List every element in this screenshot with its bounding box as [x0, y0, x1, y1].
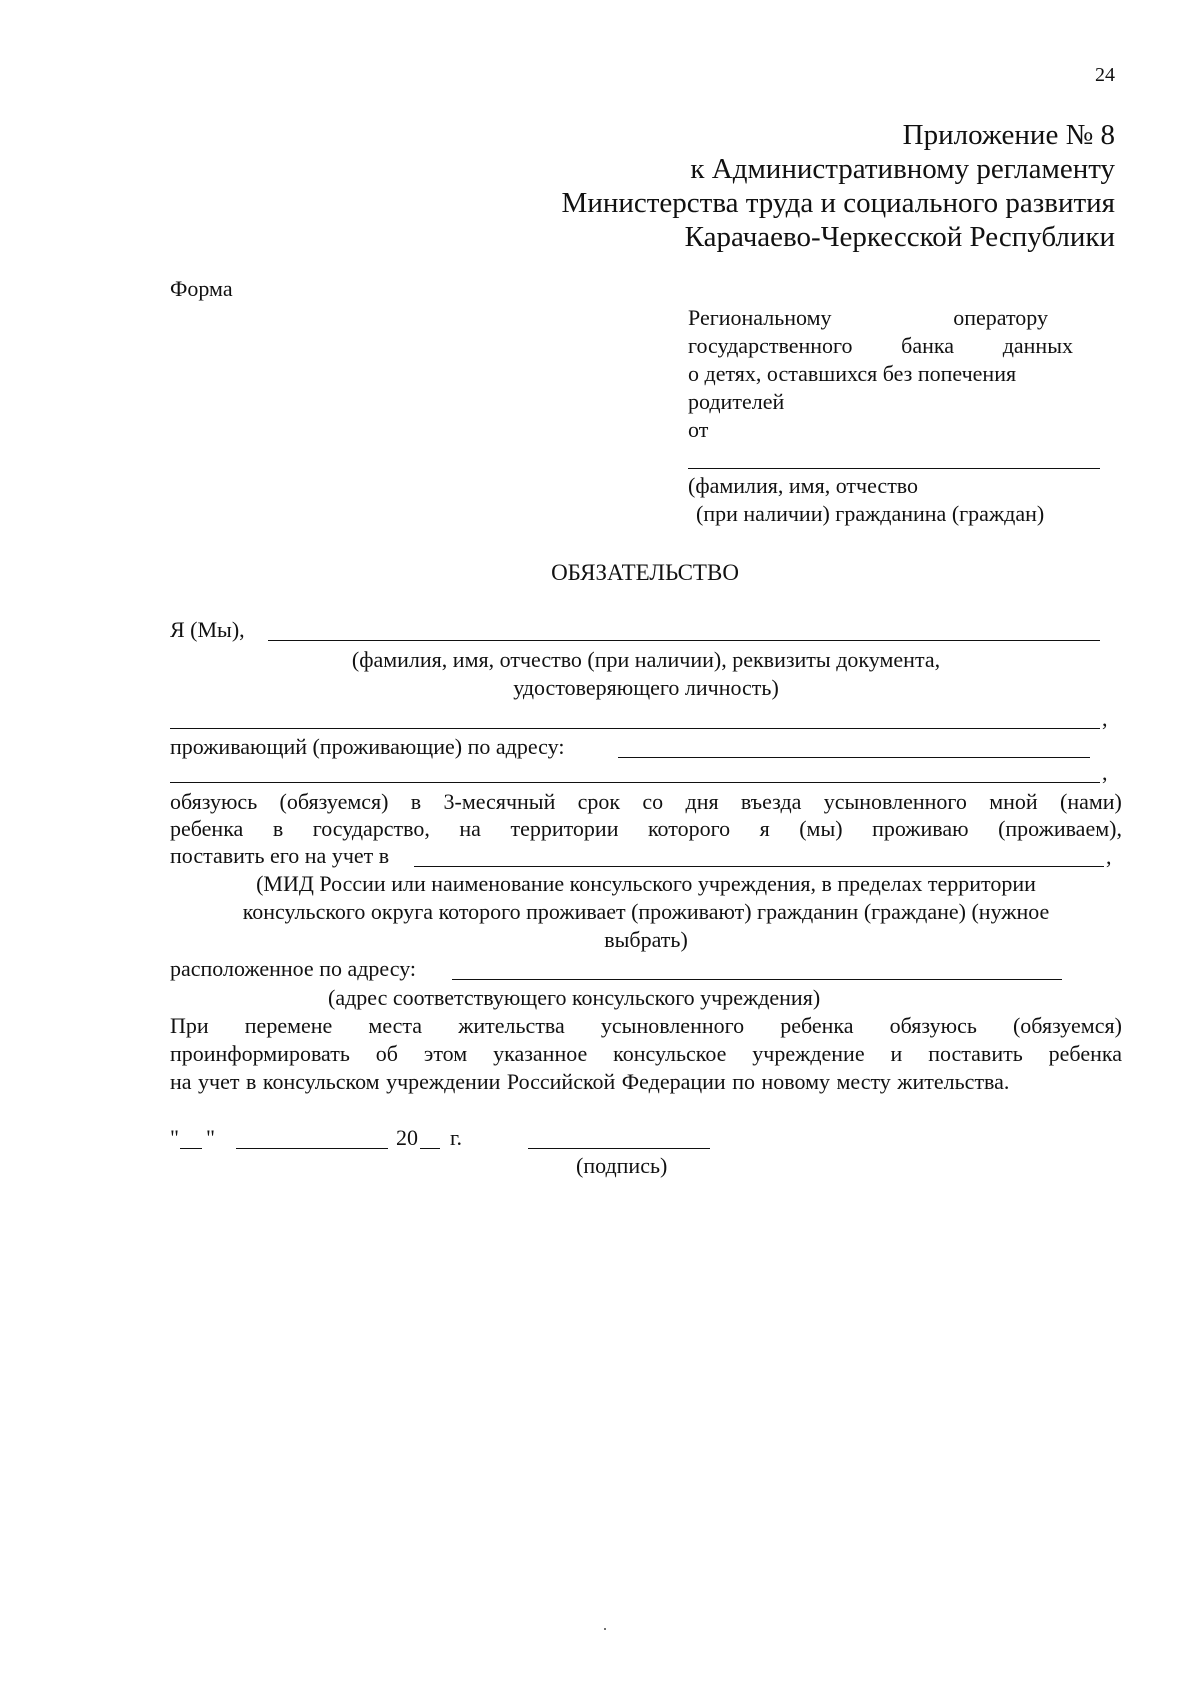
comma-1: ,	[1102, 706, 1108, 731]
year-field[interactable]	[420, 1148, 440, 1149]
month-field[interactable]	[236, 1148, 388, 1149]
applicant-name-caption-1: (фамилия, имя, отчество	[688, 473, 919, 498]
consulate-caption-1: (МИД России или наименование консульского учреждения, в пределах территории	[256, 871, 1036, 896]
addressee-line-2: государственного банка данных	[688, 333, 1073, 358]
addressee-line-4: родителей	[688, 389, 785, 414]
quote-close: "	[206, 1125, 215, 1150]
child-line: ребенка в государство, на территории которого я (мы) проживаю (проживаем),	[170, 816, 1122, 841]
appendix-republic: Карачаево-Черкесской Республики	[684, 221, 1115, 253]
consulate-caption-3: выбрать)	[604, 927, 688, 952]
consulate-address-field[interactable]	[452, 979, 1062, 980]
residing-label: проживающий (проживающие) по адресу:	[170, 734, 565, 759]
person-caption-1: (фамилия, имя, отчество (при наличии), реквизиты документа,	[351, 647, 941, 672]
person-name-field[interactable]	[268, 640, 1100, 641]
appendix-number: Приложение № 8	[902, 119, 1115, 151]
oblige-line: обязуюсь (обязуемся) в 3-месячный срок со дня въезда усыновленного мной (нами)	[170, 789, 1122, 814]
residence-address-field[interactable]	[618, 757, 1090, 758]
change-line: При перемене места жительства усыновленного ребенка обязуюсь (обязуемся)	[170, 1013, 1122, 1038]
addressee-block	[688, 304, 1078, 444]
applicant-name-field[interactable]	[688, 468, 1100, 469]
appendix-header	[562, 118, 1115, 254]
located-label: расположенное по адресу:	[170, 956, 417, 981]
applicant-name-caption-2: (при наличии) гражданина (граждан)	[696, 501, 1045, 526]
form-label: Форма	[170, 276, 233, 301]
day-field[interactable]	[180, 1148, 202, 1149]
consulate-caption-2: консульского округа которого проживает (проживают) гражданин (граждане) (нужное	[242, 899, 1050, 924]
addressee-line-1: Региональному оператору	[688, 305, 1048, 330]
signature-field[interactable]	[528, 1148, 710, 1149]
final-line: на учет в консульском учреждении Российской Федерации по новому месту жительства.	[170, 1069, 1010, 1094]
residence-address-field-2[interactable]	[170, 782, 1100, 783]
inform-line: проинформировать об этом указанное консульское учреждение и поставить ребенка	[170, 1041, 1122, 1066]
consulate-address-caption: (адрес соответствующего консульского учреждения)	[328, 985, 821, 1010]
comma-2: ,	[1102, 760, 1108, 785]
year-suffix: г.	[450, 1125, 463, 1150]
consulate-field[interactable]	[414, 866, 1104, 867]
scan-dot	[604, 1628, 606, 1630]
person-caption-2: удостоверяющего личность)	[513, 675, 779, 700]
appendix-ministry: Министерства труда и социального развития	[561, 187, 1115, 219]
quote-open: "	[170, 1125, 179, 1150]
i-we-label: Я (Мы),	[170, 617, 245, 642]
year-prefix: 20	[396, 1125, 418, 1150]
addressee-line-5: от	[688, 417, 709, 442]
signature-caption: (подпись)	[576, 1153, 668, 1178]
document-title: ОБЯЗАТЕЛЬСТВО	[551, 560, 739, 585]
appendix-regulation: к Административному регламенту	[690, 153, 1115, 185]
comma-3: ,	[1106, 844, 1112, 869]
register-label: поставить его на учет в	[170, 843, 390, 868]
page-number: 24	[1095, 64, 1115, 86]
addressee-line-3: о детях, оставшихся без попечения	[688, 361, 1017, 386]
person-details-field[interactable]	[170, 728, 1100, 729]
